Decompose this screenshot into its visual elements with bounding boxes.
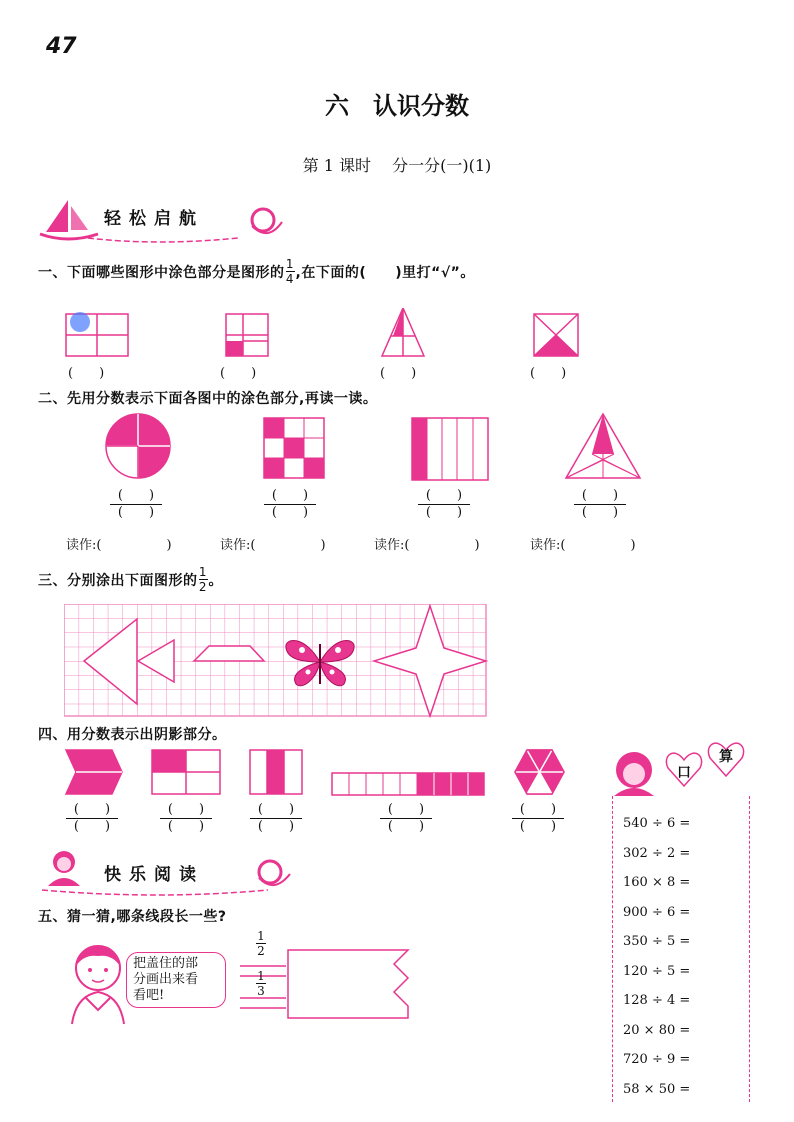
q4-chevron <box>66 750 122 794</box>
q4-strip-bar <box>332 773 484 795</box>
mental-math-panel <box>612 796 750 1102</box>
q2-circle-shape <box>106 414 170 478</box>
q3-grid <box>64 604 488 718</box>
q1-square-shape <box>226 314 268 356</box>
mental-math-item: 302 ÷ 2 = <box>623 845 691 861</box>
banner-kuaile <box>38 846 292 896</box>
q4-hexagon <box>515 750 564 794</box>
q2-fraction-1[interactable]: ( ) ( ) <box>110 488 162 521</box>
speech-line-3: 看吧! <box>133 988 165 1003</box>
mental-math-list <box>623 816 690 1111</box>
q2-read-as-2[interactable]: 读作:( ) <box>220 538 326 553</box>
mental-math-item: 120 ÷ 5 = <box>623 963 691 979</box>
q2-fraction-3[interactable]: ( ) ( ) <box>418 488 470 521</box>
speech-line-1: 把盖住的部 <box>133 956 199 971</box>
q4-fraction-1[interactable]: ( ) ( ) <box>66 802 118 835</box>
q2-shapes <box>100 412 660 484</box>
mental-math-title-a: 口 <box>677 765 691 781</box>
q4-rect-thirds <box>250 750 302 794</box>
q1-x-square-shape <box>534 314 578 356</box>
question-2: 二、先用分数表示下面各图中的涂色部分,再读一读。 <box>38 391 378 407</box>
question-1 <box>38 258 475 285</box>
q2-triangle-shape <box>566 414 640 478</box>
mental-math-item: 350 ÷ 5 = <box>623 934 691 949</box>
q4-fraction-5[interactable]: ( ) ( ) <box>512 802 564 835</box>
q1-answer-3[interactable]: ( ) <box>380 366 417 381</box>
mental-math-item: 160 × 8 = <box>623 875 691 890</box>
q4-fraction-2[interactable]: ( ) ( ) <box>160 802 212 835</box>
question-5: 五、猜一猜,哪条线段长一些? <box>38 909 227 925</box>
chapter-title: 六 认识分数 <box>325 91 469 120</box>
banner-title-2: 快乐阅读 <box>104 865 204 885</box>
q1-shapes <box>60 308 620 362</box>
label-half: 1 2 <box>257 929 265 958</box>
speech-bubble <box>126 952 226 1008</box>
mental-math-item: 128 ÷ 4 = <box>623 993 691 1008</box>
mental-math-item: 720 ÷ 9 = <box>623 1052 691 1067</box>
mental-math-item: 20 × 80 = <box>623 1022 691 1038</box>
q1-triangle-shape <box>382 308 424 356</box>
banner-title: 轻松启航 <box>104 209 204 229</box>
q4-fraction-4[interactable]: ( ) ( ) <box>380 802 432 835</box>
fraction-half: $\frac{1}{2}$ <box>198 565 208 594</box>
q2-read-as-1[interactable]: 读作:( ) <box>66 538 172 553</box>
banner-qingsong <box>38 196 288 246</box>
q1-answer-4[interactable]: ( ) <box>530 366 567 381</box>
girl-icon <box>62 940 132 1026</box>
q4-shapes <box>60 746 580 800</box>
fraction-quarter: $\frac{1}{4}$ <box>285 257 295 286</box>
lesson-title: 第 1 课时 分一分(一)(1) <box>302 156 492 175</box>
page-number: 47 <box>46 34 77 59</box>
q1-answer-1[interactable]: ( ) <box>68 366 105 381</box>
q1-text: 一、下面哪些图形中涂色部分是图形的 <box>38 264 285 281</box>
q2-read-as-3[interactable]: 读作:( ) <box>374 538 480 553</box>
question-3: 三、分别涂出下面图形的 $\frac{1}{2}$ 。 <box>38 565 223 594</box>
q1-answer-2[interactable]: ( ) <box>220 366 257 381</box>
q4-rect-quarters <box>152 750 220 794</box>
label-third: 1 3 <box>257 969 265 998</box>
q4-fraction-3[interactable]: ( ) ( ) <box>250 802 302 835</box>
q2-fraction-2[interactable]: ( ) ( ) <box>264 488 316 521</box>
mental-math-item: 58 × 50 = <box>623 1081 691 1097</box>
mental-math-item: 900 ÷ 6 = <box>623 904 691 920</box>
speech-line-2: 分画出来看 <box>133 972 199 987</box>
q1-text-b: ,在下面的( )里打“√”。 <box>295 264 475 281</box>
q2-fraction-4[interactable]: ( ) ( ) <box>574 488 626 521</box>
question-4: 四、用分数表示出阴影部分。 <box>38 727 227 743</box>
mental-math-item: 540 ÷ 6 = <box>623 816 691 831</box>
mental-math-title-b: 算 <box>719 749 733 765</box>
q1-rect-shape <box>66 312 128 356</box>
q2-read-as-4[interactable]: 读作:( ) <box>530 538 636 553</box>
q2-strips-shape <box>412 418 488 480</box>
q2-grid-shape <box>264 418 324 478</box>
